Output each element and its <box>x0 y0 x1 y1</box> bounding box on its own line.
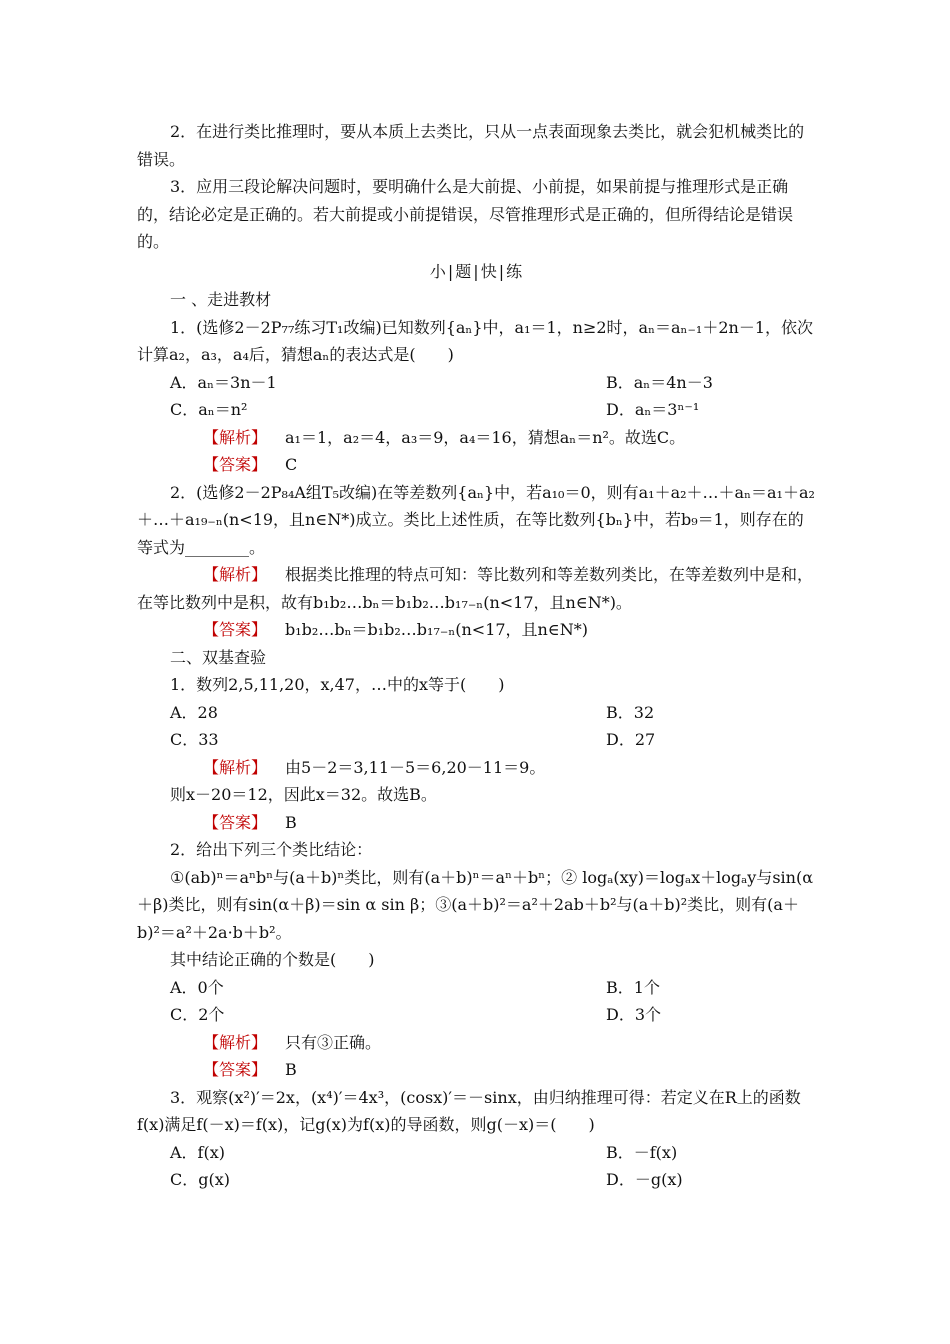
option-c: C．g(x) <box>170 1170 230 1189</box>
question-2-2-options-row-2 <box>137 1001 817 1029</box>
answer-text: B <box>285 1060 297 1079</box>
question-2-2-body: ①(ab)ⁿ＝aⁿbⁿ与(a＋b)ⁿ类比，则有(a＋b)ⁿ＝aⁿ＋bⁿ；② logₐ(xy)＝logₐx＋logₐy与sin(α＋β)类比，则有sin(α＋β)＝sin α sin β；③(a＋b)²＝a²＋2ab＋b²与(a＋b)²类比，则有(a＋b)²＝a²＋2a·b＋b²。 <box>137 867 814 942</box>
question-1-2-stem: 2．(选修2－2P₈₄A组T₅改编)在等差数列{aₙ}中，若a₁₀＝0，则有a₁＋a₂＋…＋aₙ＝a₁＋a₂＋…＋a₁₉₋ₙ(n<19，且n∈N*)成立。类比上述性质，在等比数列{bₙ}中，若b₉＝1，则存在的等式为________。 <box>137 482 815 557</box>
answer-label: 【答案】 <box>203 455 268 474</box>
question-2-1-answer <box>137 809 817 837</box>
analysis-text: 只有③正确。 <box>285 1032 382 1052</box>
option-c: C．33 <box>170 730 219 749</box>
option-b: B．aₙ＝4n－3 <box>606 372 713 392</box>
analysis-label: 【解析】 <box>203 427 268 447</box>
question-1-2-answer <box>137 616 817 644</box>
section-heading-2: 二、双基查验 <box>170 647 267 667</box>
question-1-1-answer <box>137 451 817 479</box>
question-2-1-stem: 1．数列2,5,11,20，x,47，…中的x等于( ) <box>170 675 505 694</box>
intro-point-3: 3．应用三段论解决问题时，要明确什么是大前提、小前提，如果前提与推理形式是正确的，结论必定是正确的。若大前提或小前提错误，尽管推理形式是正确的，但所得结论是错误的。 <box>137 177 794 251</box>
option-c: C．aₙ＝n² <box>170 400 248 419</box>
question-1-1-options-row-1 <box>137 369 817 397</box>
question-2-3-options-row-1 <box>137 1139 817 1167</box>
question-2-1-options-row-2 <box>137 726 817 754</box>
option-d: D．3个 <box>606 1005 662 1024</box>
option-d: D．aₙ＝3ⁿ⁻¹ <box>606 400 700 419</box>
question-2-2-stem: 2．给出下列三个类比结论： <box>170 840 373 859</box>
option-a: A．0个 <box>170 977 224 997</box>
question-2-3-stem: 3．观察(x²)′＝2x，(x⁴)′＝4x³，(cosx)′＝－sinx，由归纳推理可得：若定义在R上的函数f(x)满足f(－x)＝f(x)，记g(x)为f(x)的导函数，则g(－x)＝( ) <box>137 1087 801 1134</box>
option-d: D．27 <box>606 730 656 749</box>
question-2-3-options-row-2 <box>137 1166 817 1194</box>
analysis-text: 根据类比推理的特点可知：等比数列和等差数列类比，在等差数列中是和，在等比数列中是积，故有b₁b₂…bₙ＝b₁b₂…b₁₇₋ₙ(n<17，且n∈N*)。 <box>137 565 814 612</box>
question-1-1-stem: 1．(选修2－2P₇₇练习T₁改编)已知数列{aₙ}中，a₁＝1，n≥2时，aₙ＝aₙ₋₁＋2n－1，依次计算a₂，a₃，a₄后，猜想aₙ的表达式是( ) <box>137 317 813 364</box>
answer-label: 【答案】 <box>203 620 268 639</box>
answer-text: C <box>285 455 298 474</box>
question-2-1-analysis <box>137 754 817 782</box>
option-a: A．aₙ＝3n－1 <box>170 372 277 392</box>
answer-text: B <box>285 812 297 832</box>
answer-label: 【答案】 <box>203 812 268 832</box>
intro-point-2: 2．在进行类比推理时，要从本质上去类比，只从一点表面现象去类比，就会犯机械类比的错误。 <box>137 122 805 169</box>
question-1-2-analysis <box>137 561 817 616</box>
analysis-text: 由5－2＝3,11－5＝6,20－11＝9。 <box>285 757 546 777</box>
option-a: A．28 <box>170 702 218 722</box>
question-2-2-ask: 其中结论正确的个数是( ) <box>170 950 375 969</box>
answer-label: 【答案】 <box>203 1060 268 1079</box>
section-heading-1: 一 、走进教材 <box>170 290 272 309</box>
analysis-text: a₁＝1，a₂＝4，a₃＝9，a₄＝16，猜想aₙ＝n²。故选C。 <box>285 427 686 447</box>
question-2-1-options-row-1 <box>137 699 817 727</box>
question-1-1-options-row-2 <box>137 396 817 424</box>
question-2-2-analysis <box>137 1029 817 1057</box>
question-2-1-analysis-cont: 则x－20＝12，因此x＝32。故选B。 <box>170 785 437 804</box>
question-2-2-answer <box>137 1056 817 1084</box>
section-title: 小|题|快|练 <box>429 261 525 281</box>
analysis-label: 【解析】 <box>203 757 268 777</box>
option-b: B．32 <box>606 702 655 722</box>
question-1-1-analysis <box>137 424 817 452</box>
document-content <box>137 118 817 1194</box>
question-2-2-options-row-1 <box>137 974 817 1002</box>
option-d: D．－g(x) <box>606 1170 683 1189</box>
answer-text: b₁b₂…bₙ＝b₁b₂…b₁₇₋ₙ(n<17，且n∈N*) <box>285 620 588 639</box>
option-b: B．1个 <box>606 977 660 997</box>
option-b: B．－f(x) <box>606 1142 678 1162</box>
option-a: A．f(x) <box>170 1142 225 1162</box>
analysis-label: 【解析】 <box>203 1032 268 1052</box>
option-c: C．2个 <box>170 1005 225 1024</box>
analysis-label: 【解析】 <box>203 565 268 584</box>
